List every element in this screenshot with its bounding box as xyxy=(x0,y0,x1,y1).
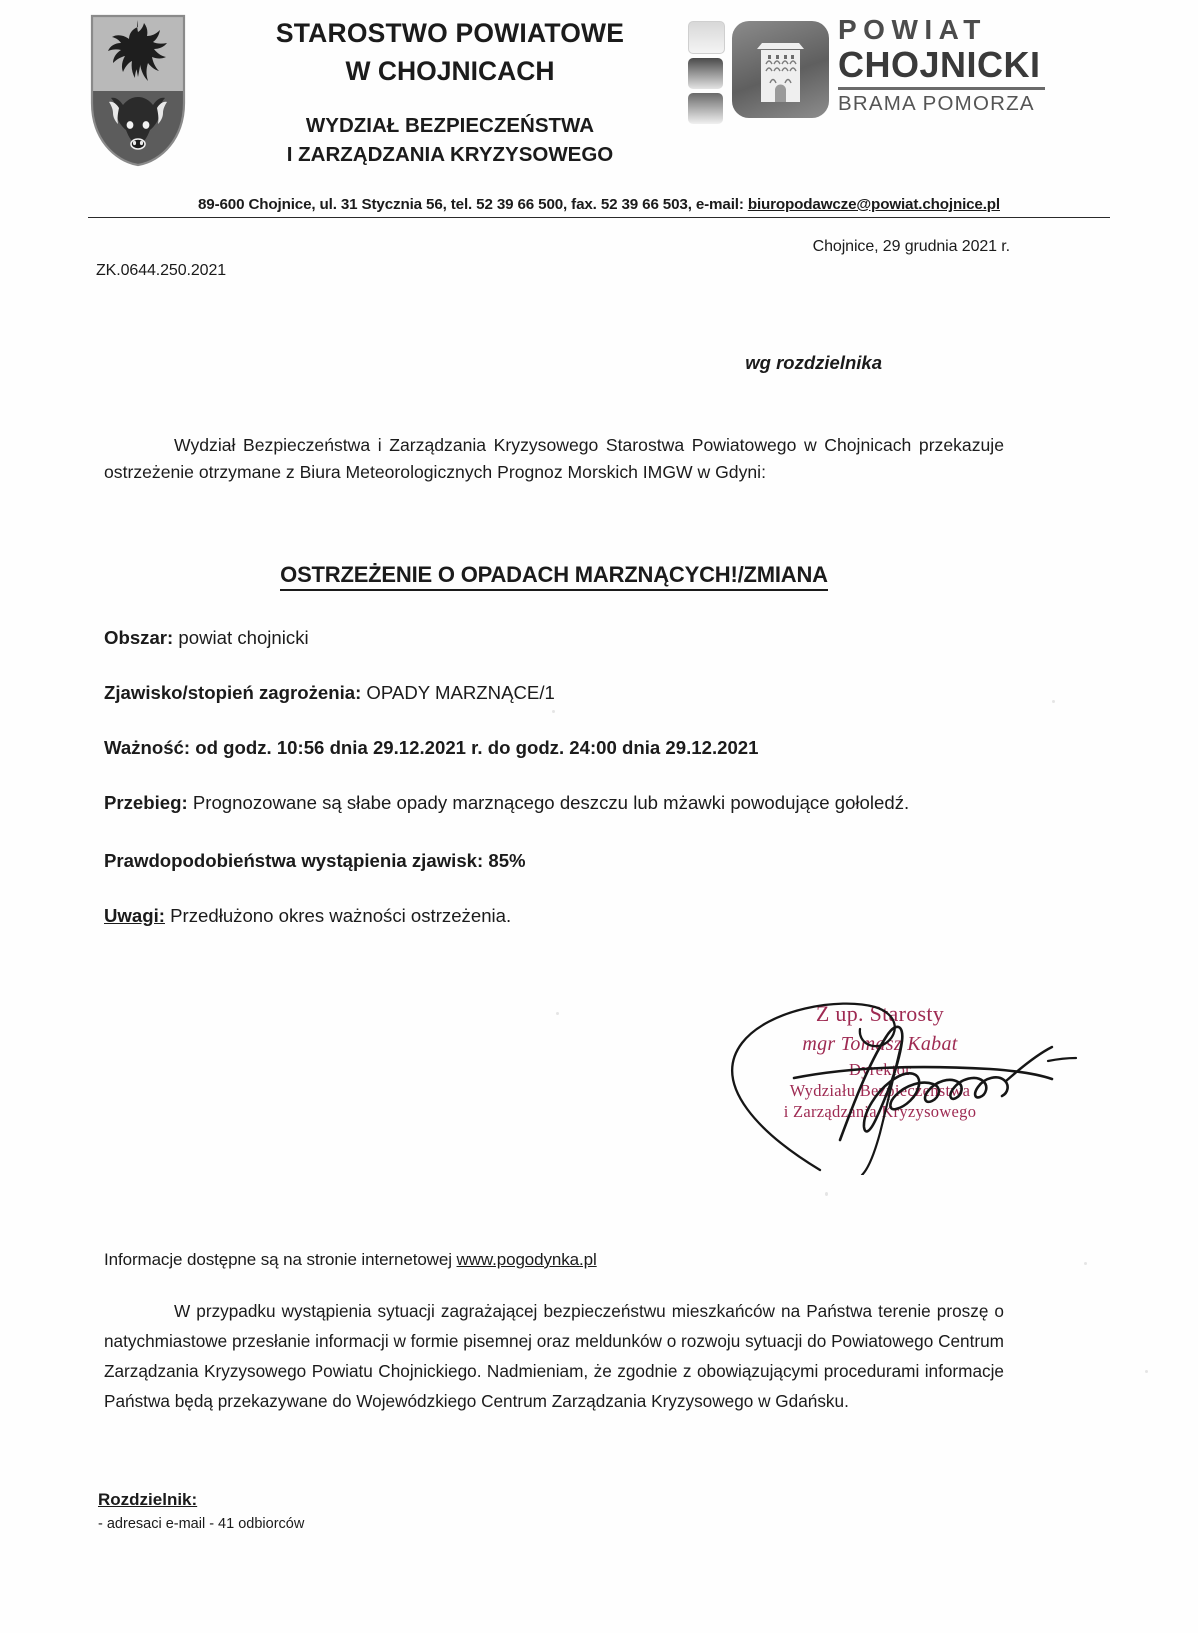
place-and-date: Chojnice, 29 grudnia 2021 r. xyxy=(812,238,1010,255)
info-source-line xyxy=(104,1250,597,1270)
logo-powiat-text: POWIAT xyxy=(838,14,987,45)
document-header xyxy=(0,0,1198,190)
email-link[interactable]: biuropodawcze@powiat.chojnice.pl xyxy=(747,196,1000,213)
handwritten-signature-icon xyxy=(690,985,1110,1175)
field-obszar xyxy=(104,624,1009,652)
stamp-line-5: i Zarządzania Kryzysowego xyxy=(783,1102,977,1121)
field-zjawisko-value: OPADY MARZNĄCE/1 xyxy=(361,682,555,703)
coat-of-arms-icon xyxy=(88,13,188,168)
field-zjawisko-label: Zjawisko/stopień zagrożenia: xyxy=(104,682,362,703)
logo-text-block xyxy=(838,14,1058,116)
office-title-line2: W CHOJNICACH xyxy=(345,56,555,86)
field-obszar-value: powiat chojnicki xyxy=(173,627,309,648)
field-waznosc-label: Ważność: xyxy=(104,737,191,758)
distribution-item: - adresaci e-mail - 41 odbiorców xyxy=(98,1516,305,1532)
scan-speck xyxy=(1084,1262,1087,1265)
field-prawdopodobienstwo-label: Prawdopodobieństwa wystąpienia zjawisk: xyxy=(104,850,484,871)
address-bar xyxy=(0,196,1198,218)
logo-tagline: BRAMA POMORZA xyxy=(838,92,1035,115)
warning-title-text: OSTRZEŻENIE O OPADACH MARZNĄCYCH!/ZMIANA xyxy=(280,562,828,591)
intro-block xyxy=(104,432,1004,486)
stamp-line-3: Dyrektor xyxy=(849,1060,911,1079)
address-text xyxy=(0,196,1198,217)
reference-number: ZK.0644.250.2021 xyxy=(96,262,227,279)
department-title-line1: WYDZIAŁ BEZPIECZEŃSTWA xyxy=(305,114,595,137)
field-przebieg xyxy=(104,789,1009,817)
warning-fields xyxy=(104,624,1009,957)
info-prefix: Informacje dostępne są na stronie internetowej xyxy=(104,1250,457,1269)
field-prawdopodobienstwo xyxy=(104,847,1009,875)
field-uwagi-value: Przedłużono okres ważności ostrzeżenia. xyxy=(164,905,512,926)
field-waznosc xyxy=(104,734,1009,762)
scan-speck xyxy=(825,1192,828,1196)
field-uwagi-label: Uwagi: xyxy=(104,905,165,926)
header-divider xyxy=(88,217,1110,218)
address-prefix: 89-600 Chojnice, ul. 31 Stycznia 56, tel. 52 39 66 500, fax. 52 39 66 503, e-mail: xyxy=(198,196,748,213)
office-title-line1: STAROSTWO POWIATOWE xyxy=(275,18,625,48)
logo-divider xyxy=(838,87,1045,90)
field-obszar-label: Obszar: xyxy=(104,627,174,648)
stamp-line-4: Wydziału Bezpieczeństwa xyxy=(789,1081,971,1100)
field-waznosc-value: od godz. 10:56 dnia 29.12.2021 r. do godz. 24:00 dnia 29.12.2021 xyxy=(190,737,759,758)
pogodynka-link[interactable]: www.pogodynka.pl xyxy=(456,1250,597,1269)
distribution-title: Rozdzielnik: xyxy=(98,1490,198,1509)
intro-paragraph: Wydział Bezpieczeństwa i Zarządzania Kryzysowego Starostwa Powiatowego w Chojnicach przekazuje ostrzeżenie otrzymane z Biura Meteorologicznych Prognoz Morskich IMGW w Gdyni: xyxy=(104,435,1004,482)
field-prawdopodobienstwo-value: 85% xyxy=(483,850,526,871)
department-title-line2: I ZARZĄDZANIA KRYZYSOWEGO xyxy=(286,143,614,166)
tower-gate-icon xyxy=(732,21,829,118)
scan-speck xyxy=(1052,700,1055,703)
warning-title xyxy=(104,562,1004,588)
scan-speck xyxy=(556,1012,559,1015)
powiat-chojnicki-logo xyxy=(688,8,1058,130)
addressee: wg rozdzielnika xyxy=(745,352,882,373)
scan-speck xyxy=(552,710,555,713)
office-title-block xyxy=(235,14,665,169)
stamp-line-1: Z up. Starosty xyxy=(815,1001,945,1026)
stamp-line-2: mgr Tomasz Kabat xyxy=(802,1033,958,1055)
logo-squares-icon xyxy=(688,21,724,128)
logo-chojnicki-text: CHOJNICKI xyxy=(838,44,1041,85)
field-uwagi xyxy=(104,902,1009,930)
signature-stamp-area xyxy=(690,985,1110,1175)
footer-paragraph: W przypadku wystąpienia sytuacji zagrażającej bezpieczeństwu mieszkańców na Państwa terenie proszę o natychmiastowe przesłanie informacji w formie pisemnej oraz meldunków o rozwoju sytuacji do Powiatowego Centrum Zarządzania Kryzysowego Powiatu Chojnickiego. Nadmieniam, że zgodnie z obowiązującymi procedurami informacje Państwa będą przekazywane do Wojewódzkiego Centrum Zarządzania Kryzysowego w Gdańsku. xyxy=(104,1301,1004,1411)
field-zjawisko xyxy=(104,679,1009,707)
scan-speck xyxy=(1145,1370,1148,1373)
field-przebieg-value: Prognozowane są słabe opady marznącego deszczu lub mżawki powodujące gołoledź. xyxy=(187,792,910,813)
field-przebieg-label: Przebieg: xyxy=(104,792,188,813)
